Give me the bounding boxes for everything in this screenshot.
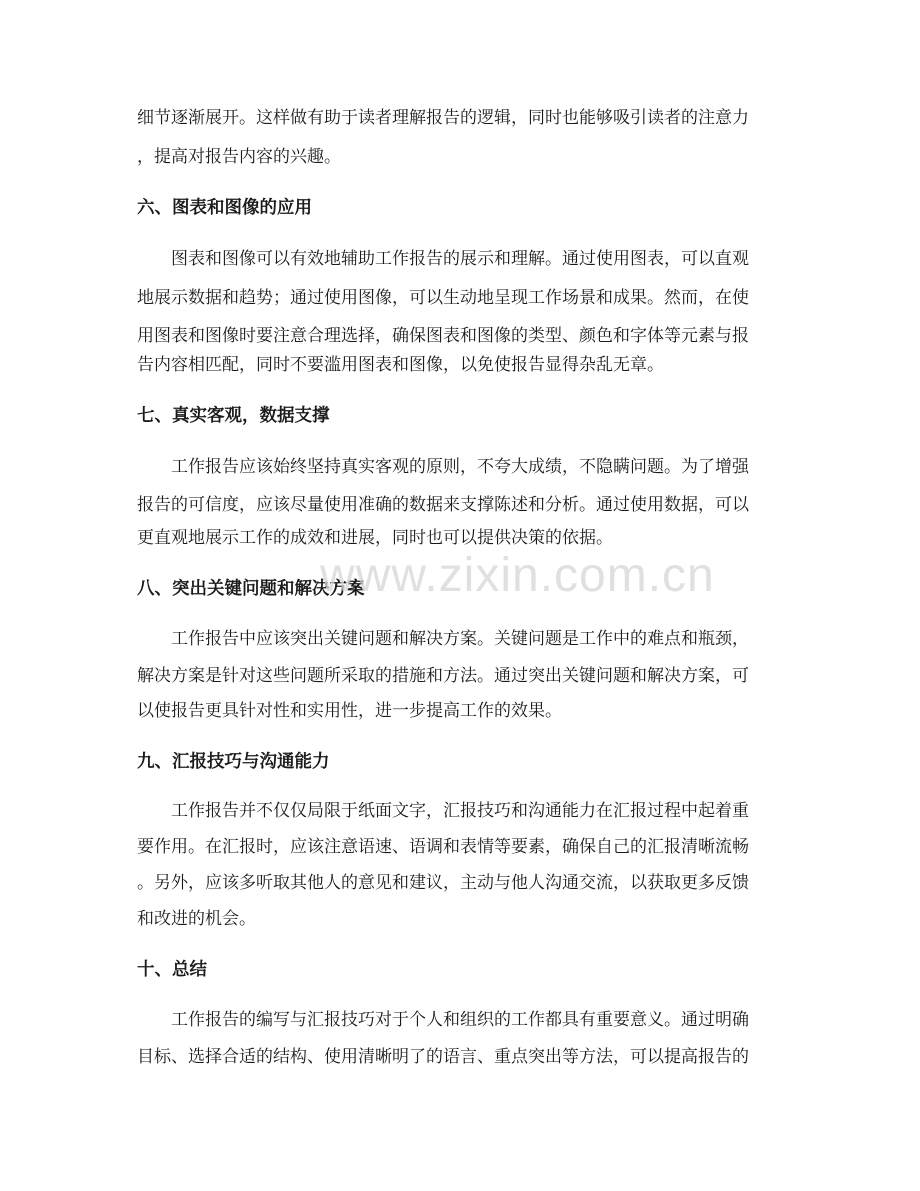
document-page: 细节逐渐展开。这样做有助于读者理解报告的逻辑，同时也能够吸引读者的注意力 ，提高对报告内容的兴趣。 六、图表和图像的应用 图表和图像可以有效地辅助工作报告的展示和理解。通过使用图表，可以直观 地展示数据和趋势；通过使用图像，可以生动地呈现工作场景和成果。然而，在使 用图表和图像时要注意合理选择，确保图表和图像的类型、颜色和字体等元素与报 告内容相匹配，同时不要滥用图表和图像，以免使报告显得杂乱无章。 七、真实客观，数据支撑 工作报告应该始终坚持真实客观的原则，不夸大成绩，不隐瞒问题。为了增强 报告的可信度，应该尽量使用准确的数据来支撑陈述和分析。通过使用数据，可以 更直观地展示工作的成效和进展，同时也可以提供决策的依据。 八、突出关键问题和解决方案 工作报告中应该突出关键问题和解决方案。关键问题是工作中的难点和瓶颈， 解决方案是针对这些问题所采取的措施和方法。通过突出关键问题和解决方案，可 以使报告更具针对性和实用性，进一步提高工作的效果。 九、汇报技巧与沟通能力 工作报告并不仅仅局限于纸面文字，汇报技巧和沟通能力在汇报过程中起着重 要作用。在汇报时，应该注意语速、语调和表情等要素，确保自己的汇报清晰流畅 。另外，应该多听取其他人的意见和建议，主动与他人沟通交流，以获取更多反馈 和改进的机会。 十、总结 工作报告的编写与汇报技巧对于个人和组织的工作都具有重要意义。通过明确 目标、选择合适的结构、使用清晰明了的语言、重点突出等方法，可以提高报告的 www.zixin.com.cn (137, 108, 749, 1067)
watermark: www.zixin.com.cn (320, 549, 715, 602)
